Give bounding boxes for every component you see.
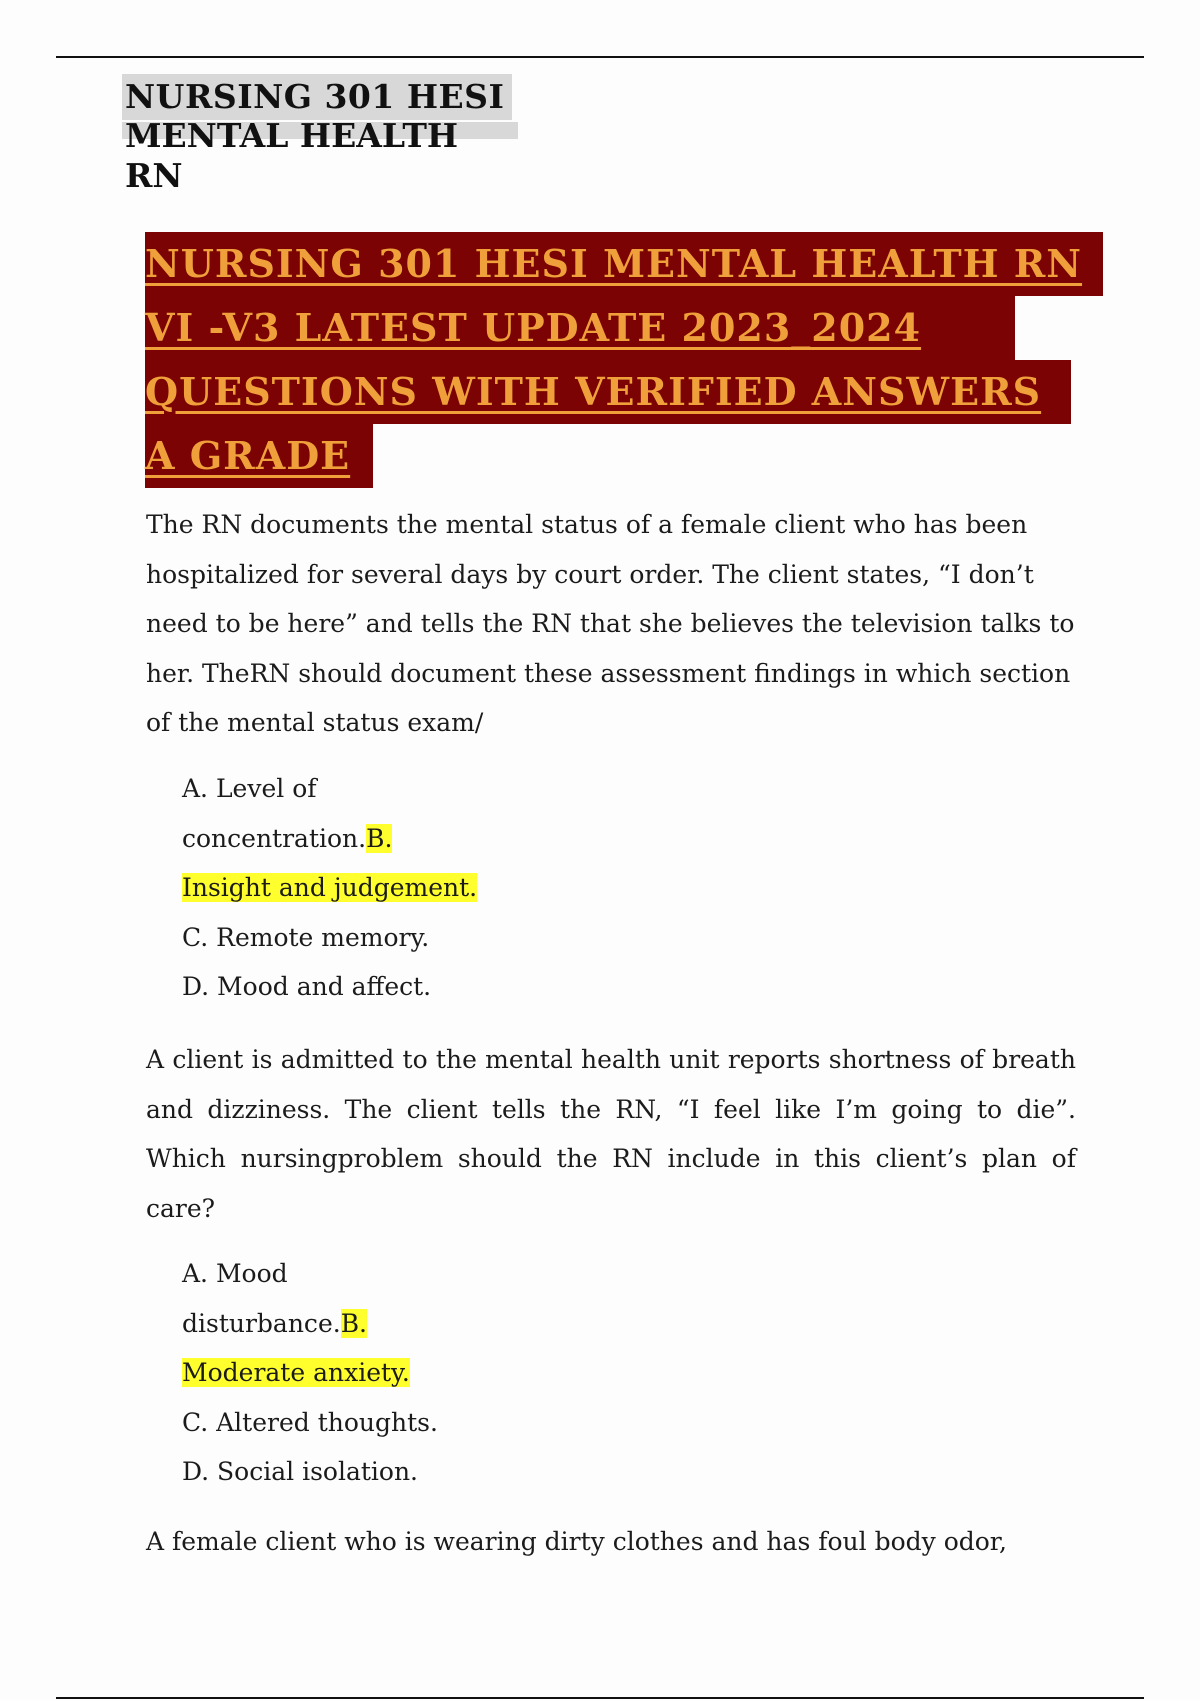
banner-line-2: VI -V3 LATEST UPDATE 2023_2024 <box>145 296 1015 360</box>
option-a-continued <box>182 814 477 864</box>
question-2-options <box>182 1249 438 1497</box>
correct-answer-highlight: Moderate anxiety. <box>182 1358 410 1387</box>
option-b-answer <box>182 1348 438 1398</box>
page-header-title: NURSING 301 HESI <box>122 74 512 120</box>
page-header-subtitle-text: MENTAL HEALTH RN <box>125 116 459 195</box>
question-2-text: A client is admitted to the mental health unit reports shortness of breath and dizziness. The client tells the RN, “I feel like I’m going to die”. Which nursingproblem should the RN include in this client’s plan of care? <box>146 1045 1076 1223</box>
option-b-letter: B. <box>366 823 393 853</box>
question-1-text: The RN documents the mental status of a female client who has been hospitalized for several days by court order. The client states, “I don’t need to be here” and tells the RN that she believes the television talks to her. TheRN should document these assessment findings in which section of the mental status exam/ <box>146 510 1075 737</box>
document-title-banner <box>145 232 1105 488</box>
question-3-text: A female client who is wearing dirty clothes and has foul body odor, <box>146 1527 1007 1556</box>
option-a: A. Level of <box>182 774 317 803</box>
option-c: C. Remote memory. <box>182 922 430 952</box>
option-b-letter: B. <box>340 1308 368 1338</box>
option-d: D. Mood and affect. <box>182 972 432 1001</box>
option-a-cont-text: concentration. <box>182 823 367 853</box>
option-a: A. Mood <box>182 1259 288 1288</box>
question-1-options <box>182 764 477 1012</box>
option-c: C. Altered thoughts. <box>182 1407 438 1437</box>
option-b-answer <box>182 863 477 913</box>
banner-line-3: QUESTIONS WITH VERIFIED ANSWERS <box>145 360 1071 424</box>
banner-line-1: NURSING 301 HESI MENTAL HEALTH RN <box>145 232 1103 296</box>
option-a-continued <box>182 1299 438 1349</box>
banner-line-4: A GRADE <box>145 424 373 488</box>
correct-answer-highlight: Insight and judgement. <box>182 873 478 902</box>
bottom-rule <box>56 1697 1144 1699</box>
top-rule <box>56 56 1144 58</box>
option-d: D. Social isolation. <box>182 1457 418 1486</box>
option-a-cont-text: disturbance. <box>182 1308 341 1338</box>
page-header-subtitle <box>122 116 518 195</box>
